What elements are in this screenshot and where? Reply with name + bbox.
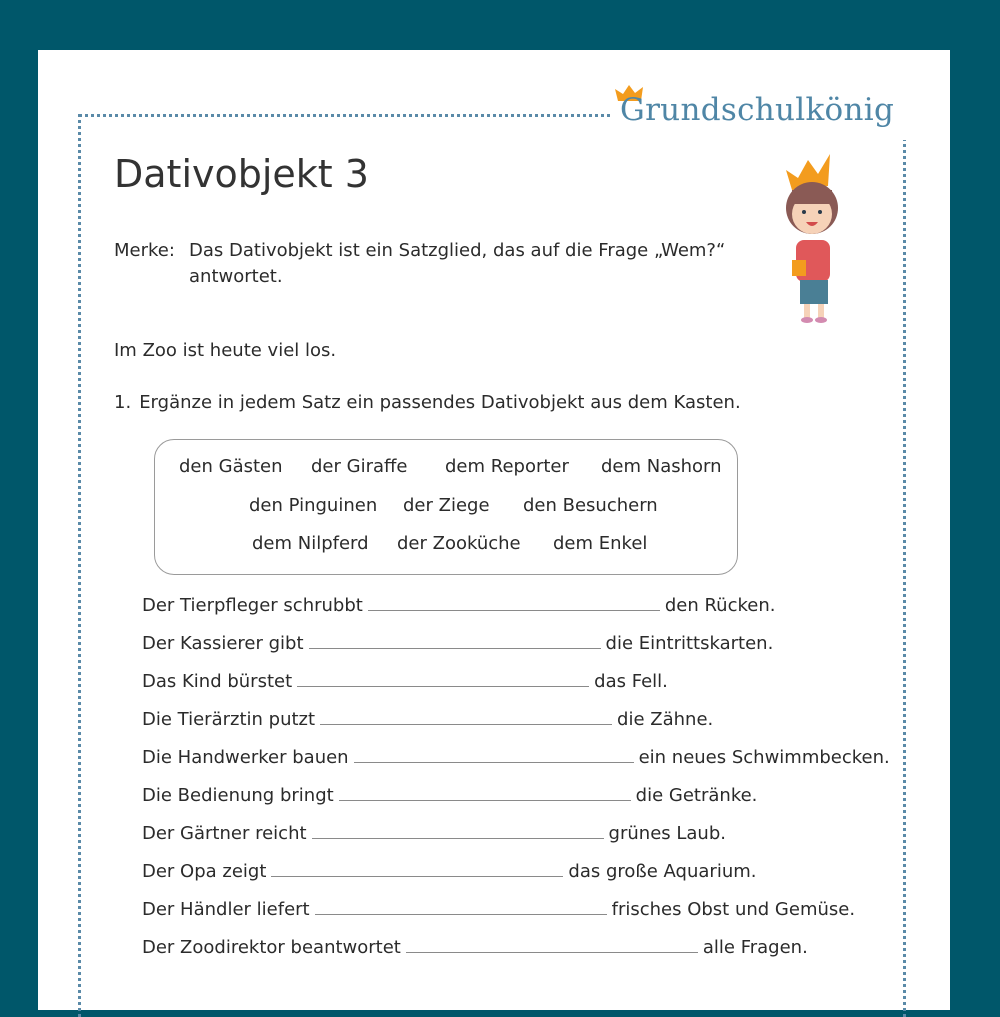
sentence-start: Das Kind bürstet bbox=[142, 671, 293, 692]
sentence-start: Der Gärtner reicht bbox=[142, 823, 307, 844]
sentence-start: Die Tierärztin putzt bbox=[142, 709, 316, 730]
word-option: dem Enkel bbox=[553, 533, 648, 554]
word-option: den Pinguinen bbox=[249, 495, 378, 516]
word-option: den Besuchern bbox=[523, 495, 658, 516]
sentence-row bbox=[142, 822, 726, 848]
sentence-row bbox=[142, 708, 713, 734]
sentence-end: die Getränke. bbox=[635, 785, 758, 806]
worksheet-page bbox=[38, 50, 950, 1010]
sentence-start: Der Kassierer gibt bbox=[142, 633, 304, 654]
intro-text: Im Zoo ist heute viel los. bbox=[114, 340, 337, 361]
sentence-row bbox=[142, 898, 855, 924]
answer-blank[interactable] bbox=[320, 708, 612, 725]
sentence-row bbox=[142, 860, 756, 886]
word-option: dem Reporter bbox=[445, 456, 569, 477]
sentence-start: Der Händler liefert bbox=[142, 899, 310, 920]
sentence-start: Die Bedienung bringt bbox=[142, 785, 334, 806]
word-option: der Ziege bbox=[403, 495, 490, 516]
answer-blank[interactable] bbox=[312, 822, 604, 839]
sentence-end: die Eintrittskarten. bbox=[605, 633, 774, 654]
word-option: der Zooküche bbox=[397, 533, 521, 554]
task-instruction bbox=[114, 392, 741, 413]
sentence-row bbox=[142, 746, 890, 772]
word-option: den Gästen bbox=[179, 456, 283, 477]
sentence-start: Die Handwerker bauen bbox=[142, 747, 349, 768]
sentence-row bbox=[142, 936, 808, 962]
sentence-end: das große Aquarium. bbox=[568, 861, 757, 882]
girl-with-crown-illustration bbox=[778, 150, 868, 330]
sentence-row bbox=[142, 784, 757, 810]
answer-blank[interactable] bbox=[271, 860, 563, 877]
sentence-end: den Rücken. bbox=[664, 595, 776, 616]
sentence-row bbox=[142, 632, 773, 658]
word-option: der Giraffe bbox=[311, 456, 408, 477]
merke-label: Merke: bbox=[114, 240, 175, 261]
word-box bbox=[154, 439, 738, 575]
page-title: Dativobjekt 3 bbox=[114, 152, 369, 196]
answer-blank[interactable] bbox=[315, 898, 607, 915]
word-option: dem Nashorn bbox=[601, 456, 722, 477]
word-option: dem Nilpferd bbox=[252, 533, 369, 554]
sentence-row bbox=[142, 670, 668, 696]
merke-text: Das Dativobjekt ist ein Satzglied, das auf die Frage „Wem?“ antwortet. bbox=[189, 240, 726, 287]
sentence-end: ein neues Schwimmbecken. bbox=[638, 747, 890, 768]
answer-blank[interactable] bbox=[297, 670, 589, 687]
answer-blank[interactable] bbox=[368, 594, 660, 611]
sentence-start: Der Zoodirektor beantwortet bbox=[142, 937, 401, 958]
sentence-row bbox=[142, 594, 775, 620]
sentence-end: grünes Laub. bbox=[608, 823, 726, 844]
task-number: 1. bbox=[114, 392, 132, 413]
answer-blank[interactable] bbox=[406, 936, 698, 953]
sentence-start: Der Tierpfleger schrubbt bbox=[142, 595, 363, 616]
sentence-end: das Fell. bbox=[594, 671, 668, 692]
answer-blank[interactable] bbox=[309, 632, 601, 649]
brand-logo: Grundschulkönig bbox=[620, 92, 895, 128]
sentence-start: Der Opa zeigt bbox=[142, 861, 267, 882]
sentence-end: alle Fragen. bbox=[702, 937, 808, 958]
answer-blank[interactable] bbox=[354, 746, 634, 763]
sentence-end: die Zähne. bbox=[617, 709, 714, 730]
answer-blank[interactable] bbox=[339, 784, 631, 801]
task-text: Ergänze in jedem Satz ein passendes Dativobjekt aus dem Kasten. bbox=[139, 392, 741, 413]
sentence-end: frisches Obst und Gemüse. bbox=[611, 899, 856, 920]
